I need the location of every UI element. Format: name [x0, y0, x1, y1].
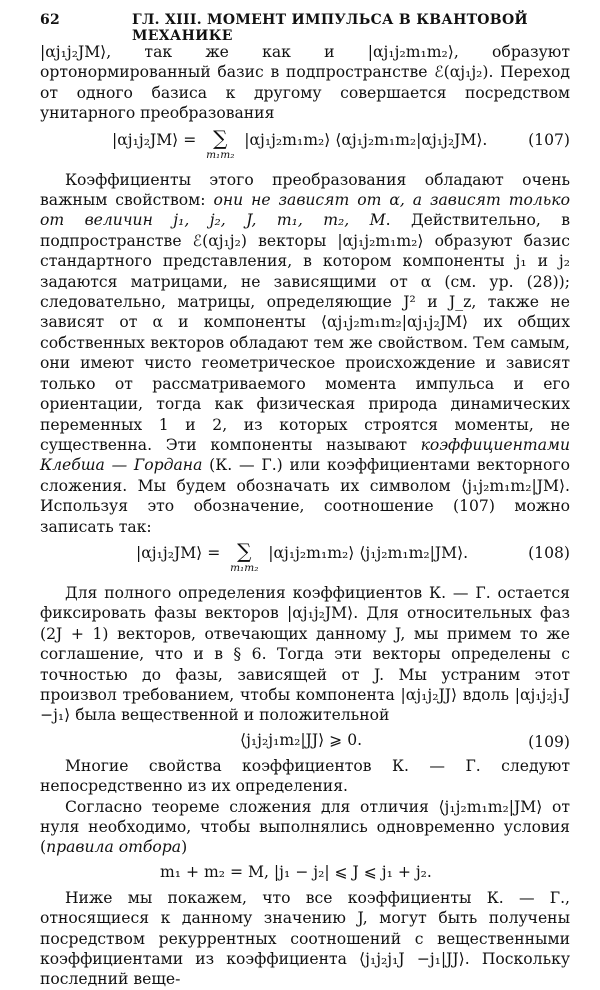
equation-107-rhs: |αj₁j₂m₁m₂⟩ ⟨αj₁j₂m₁m₂|αj₁j₂JM⟩. [244, 130, 488, 149]
equation-108-rhs: |αj₁j₂m₁m₂⟩ ⟨j₁j₂m₁m₂|JM⟩. [268, 543, 469, 562]
paragraph-phases: Для полного определения коэффициентов К. — Г. остается фиксировать фазы векторов |αj₁j₂JM⟩. Для относительных фаз (2J + 1) векторов, отвечающих данному J, мы примем то же соглашение, что и в § 6. Тогда эти векторы определены с точностью до фазы, зависящей от J. Мы устраним этот произвол требованием, чтобы компонента |αj₁j₂JJ⟩ вдоль |αj₁j₂j₁J −j₁⟩ была вещественной и положительной [40, 583, 570, 725]
p2-text-1: Коэффициенты этого преобразования обладают очень важным свойством: [40, 170, 570, 210]
paragraph-coefficients [40, 170, 570, 537]
p2-text-2: . Действительно, в подпространстве ℰ(αj₁j₂) векторы |αj₁j₂m₁m₂⟩ образуют базис стандартного представления, в котором компоненты j₁ и j₂ задаются матрицами, не зависящими от α (см. ур. (28)); следовательно, матрицы, определяющие J² и J_z, также не зависят от α и компоненты ⟨αj₁j₂m₁m₂|αj₁j₂JM⟩ их общих собственных векторов обладают тем же свойством. Тем самым, они имеют чисто геометрическое происхождение и зависят только от рассматриваемого момента импульса и его ориентации, тогда как физическая природа динамических переменных 1 и 2, из которых строятся моменты, не существенна. Эти компоненты называют [40, 211, 570, 454]
p5-text-2: ) [181, 838, 188, 857]
page-body [40, 42, 570, 990]
paragraph-properties: Многие свойства коэффициентов К. — Г. следуют непосредственно из их определения. [40, 756, 570, 796]
paragraph-recurrence: Ниже мы покажем, что все коэффициенты К. — Г., относящиеся к данному значению J, могут быть получены посредством рекуррентных соотношений с вещественными коэффициентами из коэффициента ⟨j₁j₂j₁J −j₁|JJ⟩. Поскольку последний веще- [40, 888, 570, 989]
equation-108 [40, 539, 570, 579]
equation-109-math: ⟨j₁j₂j₁m₂|JJ⟩ ⩾ 0. [240, 730, 363, 749]
sum-symbol [229, 538, 259, 574]
sigma-glyph: ∑ [237, 538, 252, 563]
p2-text-3: (К. — Г.) или коэффициентами векторного сложения. Мы будем обозначать их символом ⟨j₁j₂m₁m₂|JM⟩. Используя это обозначение, соотношение (107) можно записать так: [40, 456, 570, 536]
p2-emphasis-2: коэффициентами Клебша — Гордана [40, 435, 570, 475]
chapter-title: ГЛ. XIII. МОМЕНТ ИМПУЛЬСА В КВАНТОВОЙ МЕХАНИКЕ [132, 12, 528, 44]
p5-text-1: Согласно теореме сложения для отличия ⟨j₁j₂m₁m₂|JM⟩ от нуля необходимо, чтобы выполнялись одновременно условия ( [40, 797, 570, 857]
equation-109-number: (109) [528, 732, 570, 751]
equation-107-math [112, 125, 488, 161]
p2-emphasis-1: они не зависят от α, а зависят только от величин j₁, j₂, J, m₁, m₂, M [40, 191, 570, 230]
equation-108-lhs: |αj₁j₂JM⟩ = [136, 543, 221, 562]
running-header [40, 10, 570, 44]
equation-107 [40, 126, 570, 166]
equation-108-number: (108) [528, 543, 570, 562]
equation-107-number: (107) [528, 130, 570, 149]
paragraph-basis: |αj₁j₂JM⟩, так же как и |αj₁j₂m₁m₂⟩, образуют ортонормированный базис в подпространстве ℰ(αj₁j₂). Переход от одного базиса к другому совершается посредством унитарного преобразования [40, 43, 570, 123]
equation-selection-rules [40, 860, 570, 886]
sum-symbol [205, 125, 235, 161]
equation-108-math [136, 538, 469, 574]
page-number: 62 [40, 12, 61, 28]
equation-109 [40, 728, 570, 754]
selection-rules-math: m₁ + m₂ = M, |j₁ − j₂| ⩽ J ⩽ j₁ + j₂. [160, 862, 432, 881]
sum-index: m₁m₂ [206, 148, 235, 161]
p5-emphasis: правила отбора [46, 838, 182, 857]
sigma-glyph: ∑ [213, 125, 228, 150]
equation-107-lhs: |αj₁j₂JM⟩ = [112, 130, 197, 149]
sum-index: m₁m₂ [230, 561, 259, 574]
paragraph-addition-theorem [40, 797, 570, 858]
